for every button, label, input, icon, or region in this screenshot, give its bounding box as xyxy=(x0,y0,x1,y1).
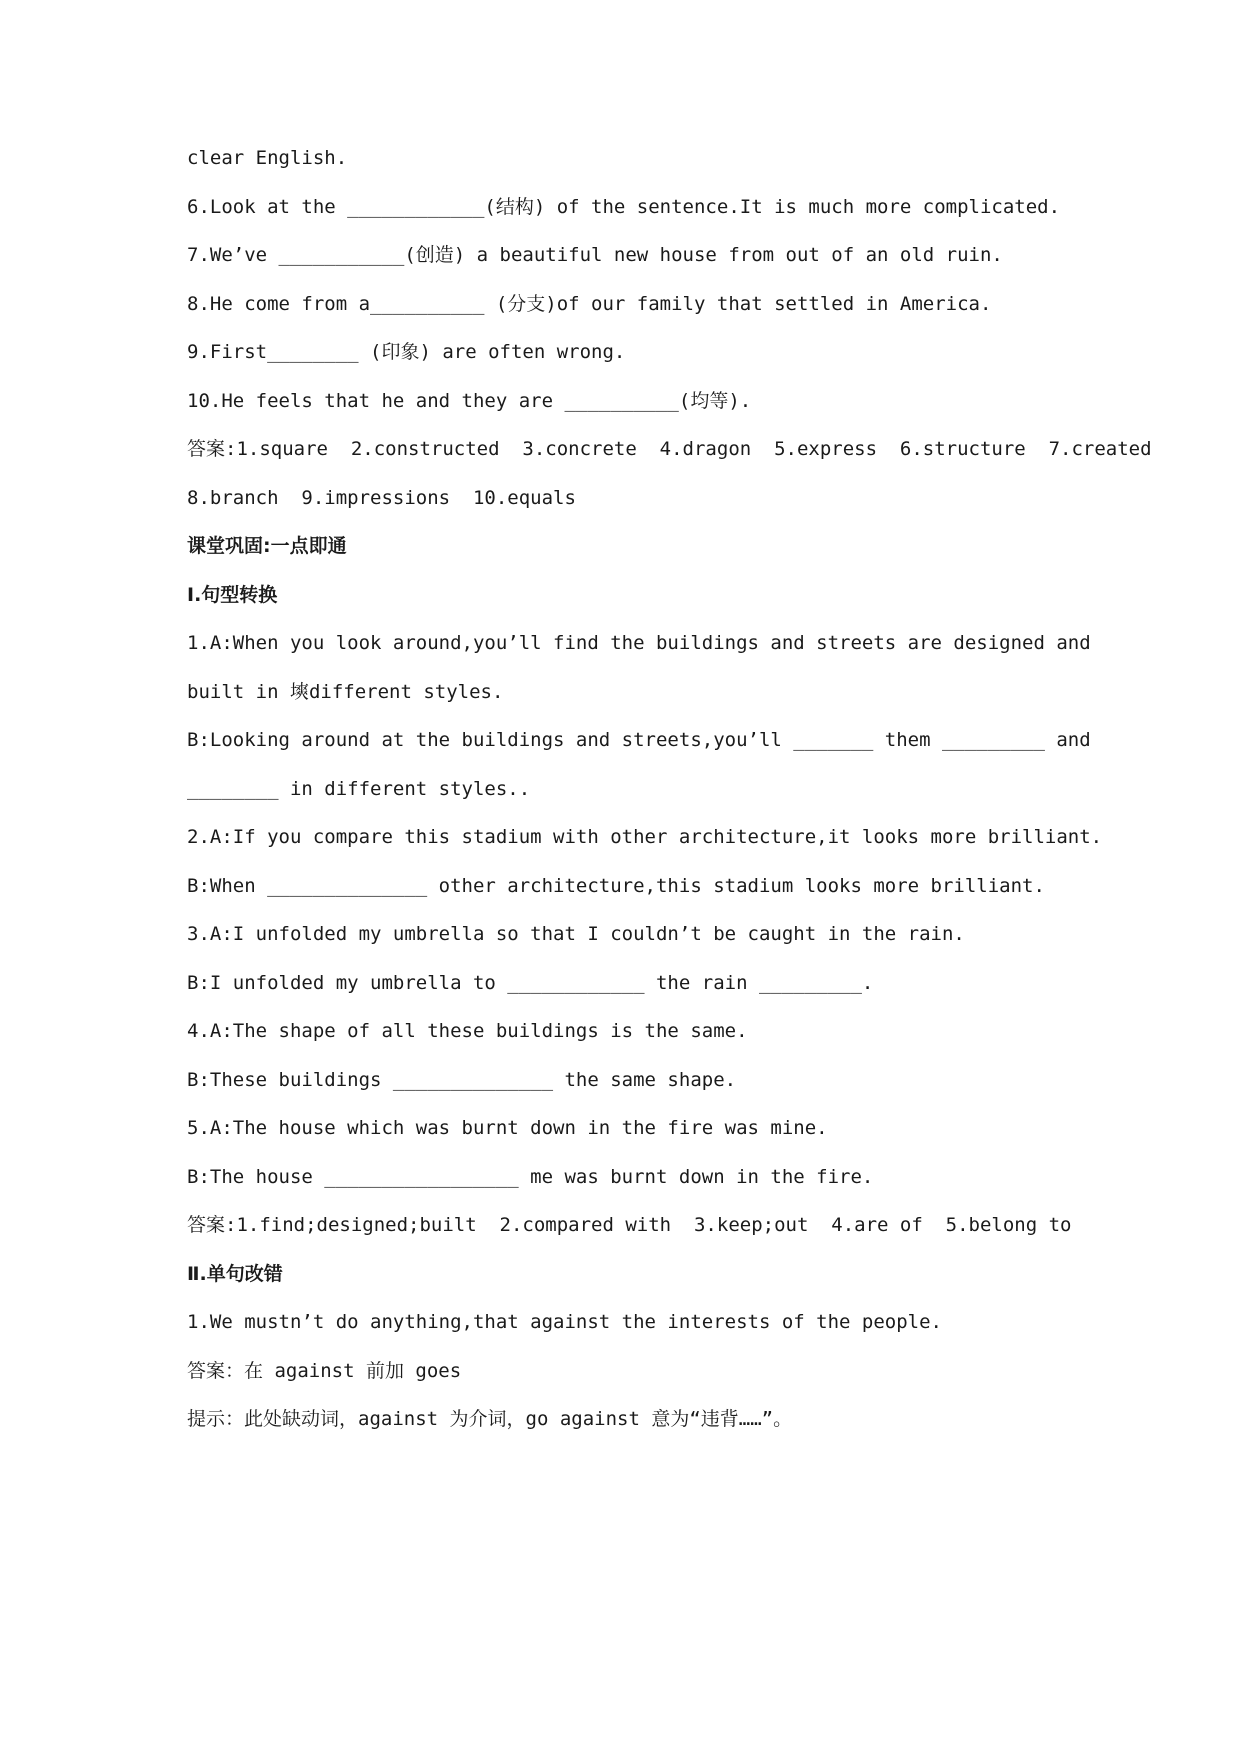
answer-line-3: 答案:1.find;designed;built 2.compared with 3.keep;out 4.are of 5.belong to xyxy=(187,1214,1072,1236)
item-1a-cont: built in 塽different styles. xyxy=(187,681,504,703)
item-3a: 3.A:I unfolded my umbrella so that I couldn’t be caught in the rain. xyxy=(187,923,965,945)
exercise-9: 9.First________ (印象) are often wrong. xyxy=(187,341,626,363)
answer-line-1: 答案:1.square 2.constructed 3.concrete 4.dragon 5.express 6.structure 7.created xyxy=(187,438,1152,460)
exercise-7: 7.We’ve ___________(创造) a beautiful new house from out of an old ruin. xyxy=(187,244,1003,266)
section-heading-1: Ⅰ.句型转换 xyxy=(187,584,278,606)
exercise-8: 8.He come from a__________ (分支)of our family that settled in America. xyxy=(187,293,992,315)
item-2a: 2.A:If you compare this stadium with other architecture,it looks more brilliant. xyxy=(187,826,1103,848)
item-1b-cont: ________ in different styles.. xyxy=(187,778,531,800)
answer-line-4: 答案：在 against 前加 goes xyxy=(187,1360,462,1382)
item-2b: B:When ______________ other architecture,this stadium looks more brilliant. xyxy=(187,875,1045,897)
item-5a: 5.A:The house which was burnt down in the fire was mine. xyxy=(187,1117,828,1139)
item-4a: 4.A:The shape of all these buildings is the same. xyxy=(187,1020,748,1042)
item-3b: B:I unfolded my umbrella to ____________ the rain _________. xyxy=(187,972,874,994)
section-heading-2: Ⅱ.单句改错 xyxy=(187,1263,283,1285)
text-line-cont: clear English. xyxy=(187,147,348,169)
answer-line-2: 8.branch 9.impressions 10.equals xyxy=(187,487,576,509)
item-1a: 1.A:When you look around,you’ll find the buildings and streets are designed and xyxy=(187,632,1091,654)
item-4b: B:These buildings ______________ the same shape. xyxy=(187,1069,737,1091)
item-1b: B:Looking around at the buildings and streets,you’ll _______ them _________ and xyxy=(187,729,1091,751)
hint-line: 提示：此处缺动词，against 为介词，go against 意为“违背……”。 xyxy=(187,1408,793,1430)
exercise-6: 6.Look at the ____________(结构) of the sentence.It is much more complicated. xyxy=(187,196,1061,218)
item-5b: B:The house _________________ me was burnt down in the fire. xyxy=(187,1166,874,1188)
section-heading-consolidation: 课堂巩固:一点即通 xyxy=(187,535,347,557)
exercise-10: 10.He feels that he and they are __________(均等). xyxy=(187,390,752,412)
correction-1: 1.We mustn’t do anything,that against the interests of the people. xyxy=(187,1311,942,1333)
